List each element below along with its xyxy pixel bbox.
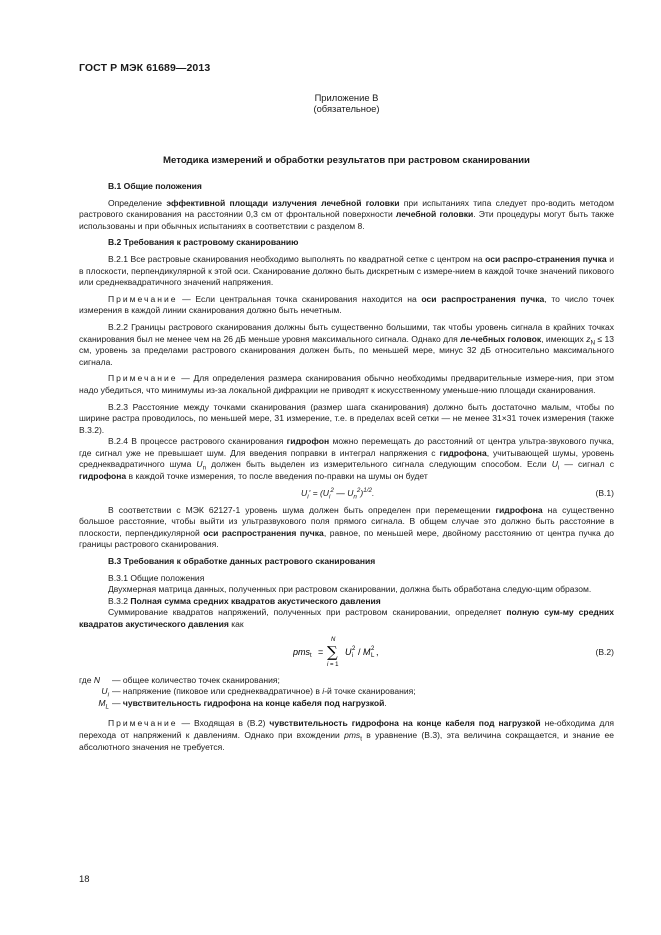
svg-text:2: 2 [371, 645, 375, 652]
paragraph-b24: В.2.4 В процессе растрового сканирования гидрофон можно перемещать до расстояний от центра ультра-звукового пучка, где сигнал уже не превышает шум. Для введения поправки в интеграл напряжения с гидрофона, учитывающей шумы, уровень среднеквадратичного шума $U_n$ должен быть выделен из измерительного сигнала следующим способом. Если $U_i$ — сигнал с гидрофона в каждой точке измерения, то после введения по-правки на шумы он будет [79, 436, 614, 482]
equation-b2 [79, 635, 614, 671]
appendix-subtitle: (обязательное) [313, 103, 380, 114]
note-1: Примечание — Если центральная точка сканирования находится на оси распространения пучка, то число точек измерения в каждой линии сканирования должно быть нечетным. [79, 293, 614, 316]
svg-text:2: 2 [352, 645, 356, 652]
section-b1-heading: В.1 Общие положения [108, 181, 202, 191]
svg-text:L: L [371, 652, 375, 659]
svg-text:i: i [352, 652, 354, 659]
standard-header: ГОСТ Р МЭК 61689—2013 [79, 62, 211, 74]
svg-text:=: = [318, 646, 324, 657]
equation-b1 [79, 483, 614, 505]
equation-b2-number: (В.2) [595, 646, 614, 657]
definition-N: где N — общее количество точек сканирования; [79, 674, 280, 685]
paragraph-b23: В.2.3 Расстояние между точками сканирования (размер шага сканирования) должно быть достаточно малым, чтобы по ширине растра проводилось, по меньшей мере, 31 измерение, т.е. в пределах всей сетки — не менее 31×31 точек измерения (также В.3.2). [79, 401, 614, 435]
svg-text:N: N [331, 636, 336, 643]
paragraph-b31: Двухмерная матрица данных, полученных при растровом сканировании, должна быть обработана следую-щим образом. [108, 584, 592, 595]
svg-text:M: M [363, 646, 371, 657]
svg-text:∑: ∑ [327, 642, 338, 661]
section-b3-heading: В.3 Требования к обработке данных растрового сканирования [108, 556, 376, 567]
equation-b1-number: (В.1) [595, 487, 614, 498]
document-title: Методика измерений и обработки результатов при растровом сканировании [163, 155, 530, 166]
subsection-b32: В.3.2 Полная сумма средних квадратов акустического давления [108, 595, 381, 606]
variable-definitions [79, 675, 614, 710]
paragraph-b32: Суммирование квадратов напряжений, полученных при растровом сканировании, определяет полную сум-му средних квадратов акустического давления как [79, 607, 614, 629]
equation-b1-formula: $U_i' = (U_i^2$ — $U_n^2)^{1/2}$. [301, 486, 375, 501]
svg-text:/: / [358, 646, 361, 657]
svg-text:,: , [376, 646, 379, 657]
svg-text:i = 1: i = 1 [327, 661, 339, 668]
svg-text:U: U [345, 646, 352, 657]
paragraph-b22: В.2.2 Границы растрового сканирования должны быть существенно большими, так чтобы уровень сигнала в крайних точках сканирования был не менее чем на 26 дБ меньше уровня максимального сигнала. Однако для ле-чебных головок, имеющих $z_N \le 13$ см, уровень за пределами растрового сканирования должен быть, по меньшей мере, минус 32 дБ относительно максимального сигнала. [79, 321, 614, 367]
paragraph-b1: Определение эффективной площади излучения лечебной головки при испытаниях типа следует про-водить методом растрового сканирования на расстоянии 0,3 см от фронтальной поверхности лечебной головки. Эти процедуры могут быть также использованы и при обычных испытаниях в соответствии с разделом 8. [79, 197, 615, 231]
definition-Ui: $U_i$ — напряжение (пиковое или среднеквадратичное) в i-й точке сканирования; [101, 686, 416, 699]
definition-ML: $M_L$ — чувствительность гидрофона на конце кабеля под нагрузкой. [98, 697, 387, 711]
document-body [79, 181, 614, 753]
note-3: Примечание — Входящая в (В.2) чувствительность гидрофона на конце кабеля под нагрузкой не-обходима для перехода от напряжений к давлениям. Однако при вхождении pms$_t$ в уравнение (В.3), эта величина сокращается, и знание ее абсолютного значения не требуется. [79, 718, 615, 752]
subsection-b31: В.3.1 Общие положения [108, 572, 205, 583]
note-2: Примечание — Для определения размера сканирования обычно необходимы предварительные измере-ния, при этом надо убедиться, что минимумы из-за локальной дифракции не приводят к искусственному уменьше-нию площади сканирования. [79, 373, 614, 395]
equation-b2-formula [293, 635, 413, 669]
paragraph-b21: В.2.1 Все растровые сканирования необходимо выполнять по квадратной сетке с центром на оси распро-странения пучка и в плоскости, перпендикулярной к этой оси. Сканирование должно быть дискретным с измере-нием в каждой точке значений пикового или среднеквадратичного значений напряжения. [79, 253, 614, 288]
paragraph-b24-cont: В соответствии с МЭК 62127-1 уровень шума должен быть определен при перемещении гидрофона на существенно большое расстояние, чтобы выйти из ультразвукового поля прямого сигнала. В общем случае это должно быть расстояние в плоскости, перпендикулярной оси распространения пучка, равное, по меньшей мере, двойному расстоянию от центра пучка до границы растрового сканирования. [79, 504, 614, 550]
appendix-title: Приложение В [314, 92, 379, 103]
svg-text:t: t [310, 652, 312, 659]
page-number: 18 [79, 874, 90, 885]
section-b2-heading: В.2 Требования к растровому сканированию [108, 237, 299, 248]
svg-text:pms: pms [293, 646, 311, 657]
